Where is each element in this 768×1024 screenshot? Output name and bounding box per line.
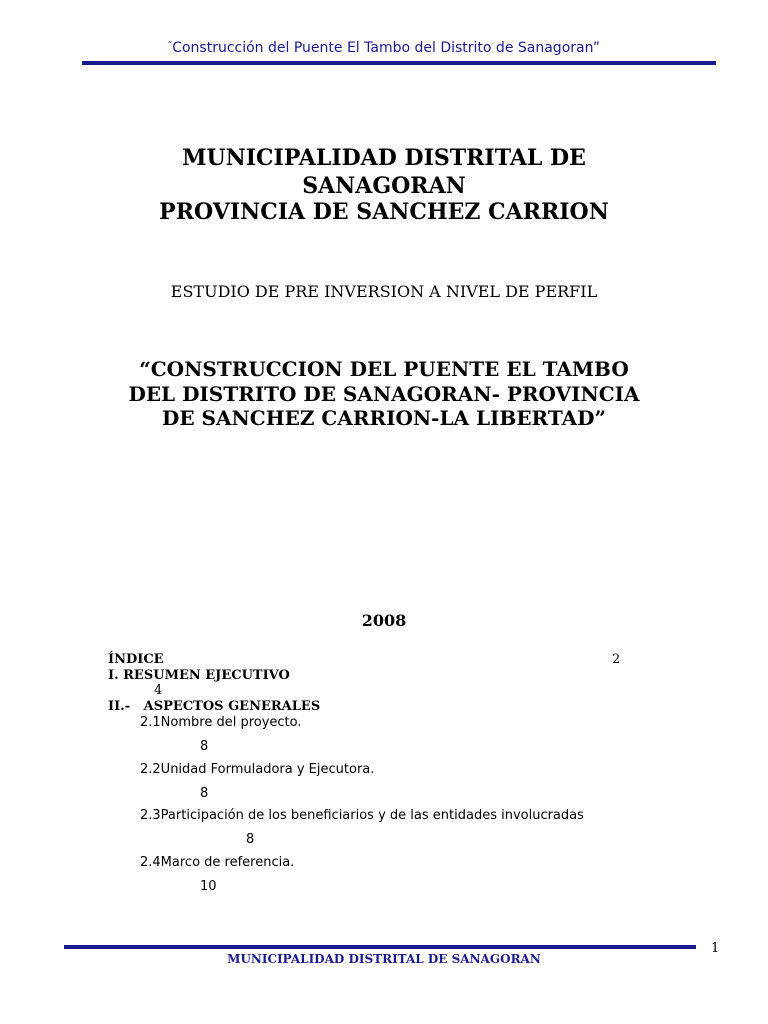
toc-item-page: 8: [246, 832, 255, 847]
toc-item-page: 8: [200, 739, 209, 754]
toc-item-page: 10: [200, 879, 217, 894]
footer-rule: [64, 945, 696, 949]
toc-indice-page: 2: [612, 652, 621, 667]
page-number: 1: [711, 941, 720, 956]
year: 2008: [361, 611, 407, 630]
toc-item-label: 2.2Unidad Formuladora y Ejecutora.: [140, 762, 375, 777]
title-line-2: SANAGORAN: [302, 173, 466, 199]
toc-resumen-label: I. RESUMEN EJECUTIVO: [108, 668, 290, 683]
toc-item-label: 2.4Marco de referencia.: [140, 855, 295, 870]
title-line-1: MUNICIPALIDAD DISTRITAL DE: [182, 145, 586, 171]
header-title: Construcción del Puente El Tambo del Distrito de Sanagoran”: [172, 40, 600, 56]
project-line-3: DE SANCHEZ CARRION-LA LIBERTAD”: [162, 406, 606, 430]
study-type: ESTUDIO DE PRE INVERSION A NIVEL DE PERFIL: [170, 282, 598, 301]
header-open-quote: “: [168, 40, 173, 49]
toc-resumen-page: 4: [154, 683, 163, 698]
title-line-3: PROVINCIA DE SANCHEZ CARRION: [159, 199, 609, 225]
project-line-1: “CONSTRUCCION DEL PUENTE EL TAMBO: [139, 357, 629, 381]
toc-aspectos-label: II.- ASPECTOS GENERALES: [108, 699, 321, 714]
toc-indice-label: ÍNDICE: [108, 652, 164, 667]
header-rule: [82, 61, 716, 65]
toc-item-label: 2.1Nombre del proyecto.: [140, 715, 302, 730]
running-footer: MUNICIPALIDAD DISTRITAL DE SANAGORAN: [227, 952, 541, 966]
running-header: [0, 40, 768, 56]
toc-item-page: 8: [200, 786, 209, 801]
project-line-2: DEL DISTRITO DE SANAGORAN- PROVINCIA: [128, 382, 640, 406]
toc-item-label: 2.3Participación de los beneficiarios y de las entidades involucradas: [140, 808, 584, 823]
